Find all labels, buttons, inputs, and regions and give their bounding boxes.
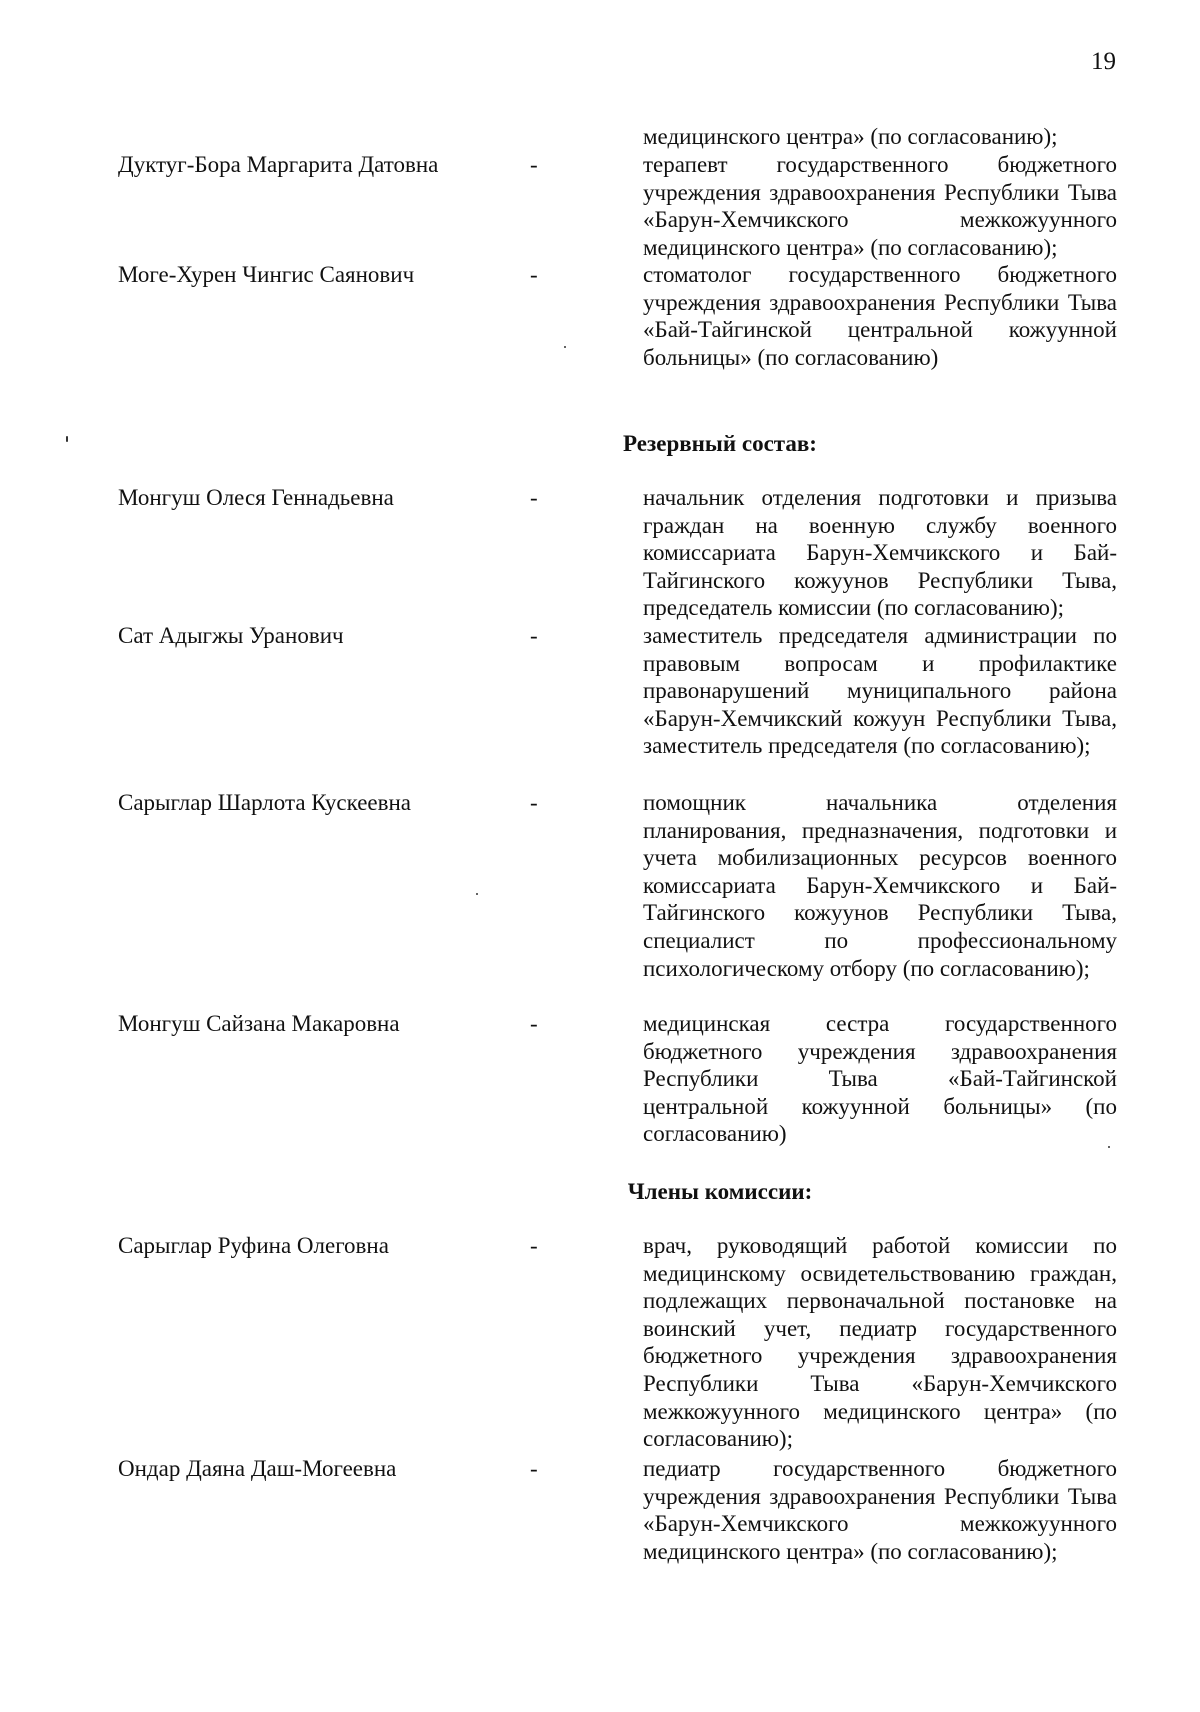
member-name: Монгуш Сайзана Макаровна <box>118 1011 400 1036</box>
member-dash: - <box>530 262 538 287</box>
member-dash: - <box>530 485 538 510</box>
member-description: стоматолог государственного бюджетного учреждения здравоохранения Республики Тыва «Бай-Тайгинской центральной кожуунной больницы» (по согласованию) <box>643 262 1117 370</box>
member-name: Монгуш Олеся Геннадьевна <box>118 485 394 510</box>
member-name: Сарыглар Руфина Олеговна <box>118 1233 389 1258</box>
scan-speck <box>1108 1146 1110 1148</box>
member-description: терапевт государственного бюджетного учреждения здравоохранения Республики Тыва «Барун-Хемчикского межкожуунного медицинского центра» (по согласованию); <box>643 152 1117 260</box>
member-name: Сарыглар Шарлота Кускеевна <box>118 790 411 815</box>
member-name: Моге-Хурен Чингис Саянович <box>118 262 415 287</box>
member-description: медицинская сестра государственного бюджетного учреждения здравоохранения Республики Тыва «Бай-Тайгинской центральной кожуунной больницы» (по согласованию) <box>643 1011 1117 1147</box>
member-dash: - <box>530 1011 538 1036</box>
member-dash: - <box>530 152 538 177</box>
scan-speck <box>476 893 478 895</box>
member-dash: - <box>530 623 538 648</box>
page-number: 19 <box>1091 48 1116 75</box>
member-description: начальник отделения подготовки и призыва граждан на военную службу военного комиссариата Барун-Хемчикского и Бай-Тайгинского кожуунов Республики Тыва, председатель комиссии (по согласованию); <box>643 485 1117 621</box>
member-description: педиатр государственного бюджетного учреждения здравоохранения Республики Тыва «Барун-Хемчикского межкожуунного медицинского центра» (по согласованию); <box>643 1456 1117 1564</box>
continuation-text: медицинского центра» (по согласованию); <box>643 124 1058 149</box>
scan-speck <box>564 346 566 348</box>
member-name: Ондар Даяна Даш-Могеевна <box>118 1456 397 1481</box>
reserve-section-title: Резервный состав: <box>623 431 817 456</box>
member-description: помощник начальника отделения планирования, предназначения, подготовки и учета мобилизационных ресурсов военного комиссариата Барун-Хемчикского и Бай-Тайгинского кожуунов Республики Тыва, специалист по профессиональному психологическому отбору (по согласованию); <box>643 790 1117 981</box>
member-description: заместитель председателя администрации по правовым вопросам и профилактике правонарушений муниципального района «Барун-Хемчикский кожуун Республики Тыва, заместитель председателя (по согласованию); <box>643 623 1117 759</box>
member-description: врач, руководящий работой комиссии по медицинскому освидетельствованию граждан, подлежащих первоначальной постановке на воинский учет, педиатр государственного бюджетного учреждения здравоохранения Республики Тыва «Барун-Хемчикского межкожуунного медицинского центра» (по согласованию); <box>643 1233 1117 1452</box>
member-dash: - <box>530 1233 538 1258</box>
member-dash: - <box>530 790 538 815</box>
scan-speck <box>66 436 68 442</box>
members-section-title: Члены комиссии: <box>627 1179 813 1204</box>
member-dash: - <box>530 1456 538 1481</box>
member-name: Дуктуг-Бора Маргарита Датовна <box>118 152 439 177</box>
member-name: Сат Адыгжы Уранович <box>118 623 344 648</box>
